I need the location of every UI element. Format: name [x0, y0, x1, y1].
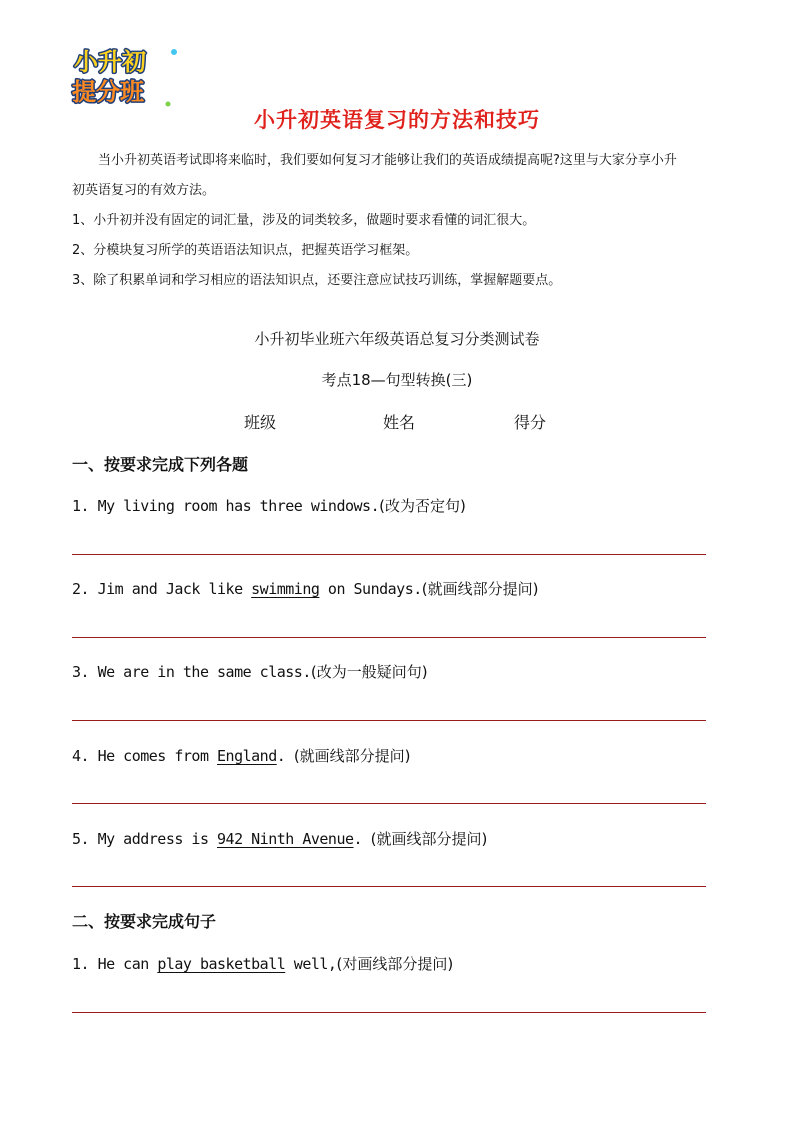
question: 1. He can play basketball well,(对画线部分提问)	[72, 955, 454, 973]
logo-line2: 提分班	[72, 78, 144, 106]
question: 4. He comes from England. (就画线部分提问)	[72, 747, 411, 765]
exam-title: 小升初毕业班六年级英语总复习分类测试卷	[254, 330, 540, 348]
exam-subtitle: 考点18—句型转换(三)	[321, 371, 473, 389]
tip-item: 2、分模块复习所学的英语语法知识点，把握英语学习框架。	[72, 243, 419, 258]
answer-line[interactable]	[72, 554, 706, 555]
intro	[72, 146, 722, 296]
page-title: 小升初英语复习的方法和技巧	[254, 108, 540, 132]
answer-line[interactable]	[72, 720, 706, 721]
question: 5. My address is 942 Ninth Avenue. (就画线部分提问)	[72, 830, 488, 848]
intro-paragraph: 初英语复习的有效方法。	[72, 183, 216, 198]
answer-line[interactable]	[72, 886, 706, 887]
tip-item: 1、小升初并没有固定的词汇量，涉及的词类较多，做题时要求看懂的词汇很大。	[72, 213, 536, 228]
question: 2. Jim and Jack like swimming on Sundays.(就画线部分提问)	[72, 580, 539, 598]
answer-line[interactable]	[72, 803, 706, 804]
answer-line[interactable]	[72, 637, 706, 638]
question: 1. My living room has three windows.(改为否定句)	[72, 497, 466, 515]
answer-line[interactable]	[72, 1012, 706, 1013]
name-label: 姓名	[383, 413, 416, 432]
logo	[68, 42, 184, 112]
class-label: 班级	[244, 413, 277, 432]
question: 3. We are in the same class.(改为一般疑问句)	[72, 663, 428, 681]
score-label: 得分	[514, 413, 547, 432]
section-title: 一、按要求完成下列各题	[72, 455, 249, 474]
tip-item: 3、除了积累单词和学习相应的语法知识点，还要注意应试技巧训练，掌握解题要点。	[72, 273, 562, 288]
logo-dot	[171, 49, 177, 55]
logo-line1: 小升初	[74, 48, 146, 76]
section-title: 二、按要求完成句子	[72, 912, 217, 931]
intro-paragraph: 当小升初英语考试即将来临时，我们要如何复习才能够让我们的英语成绩提高呢?这里与大家分享小升	[98, 153, 677, 168]
